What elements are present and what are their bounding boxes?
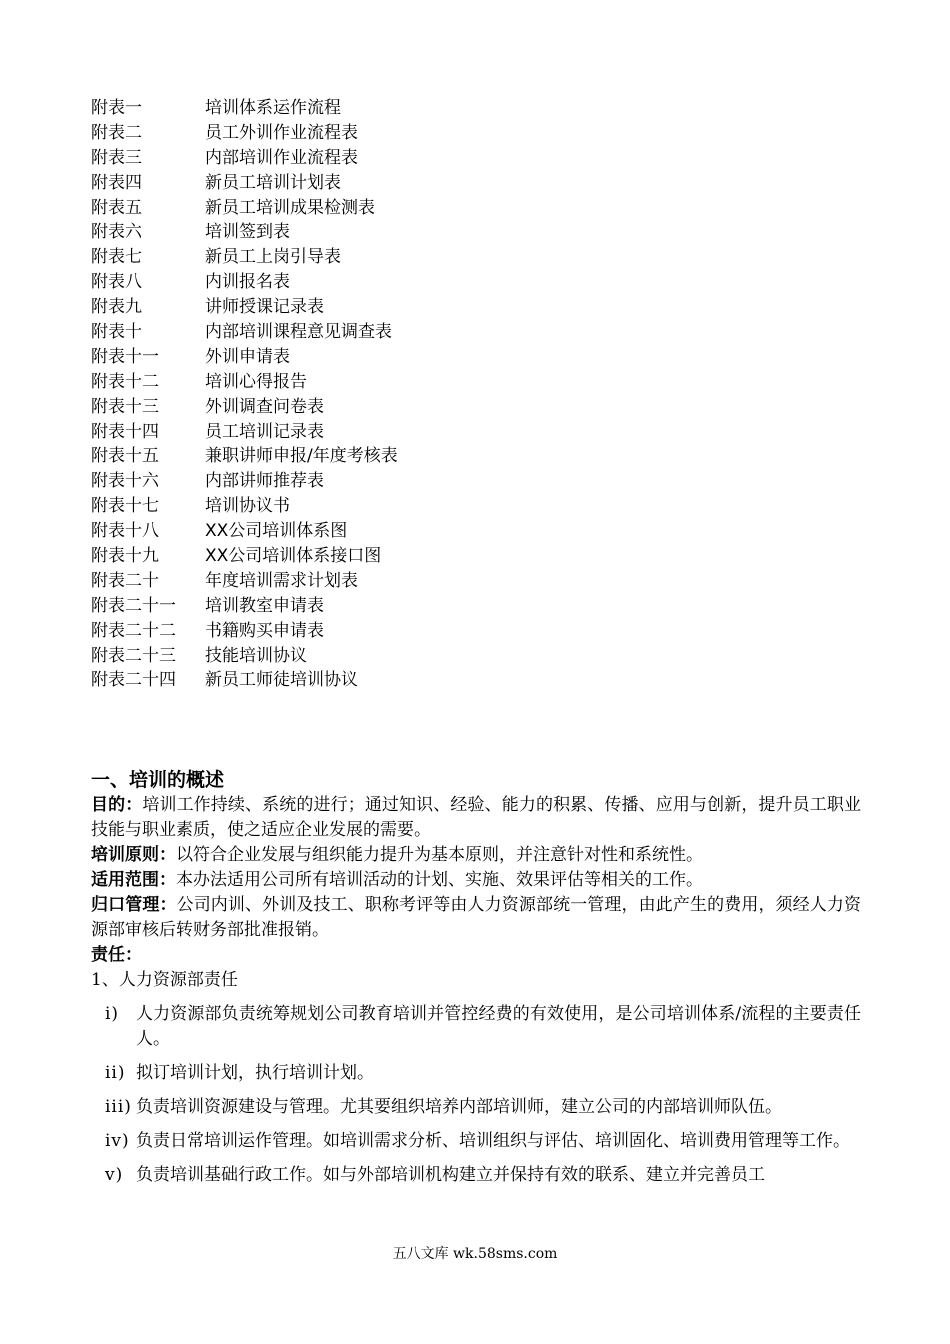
appendix-title: 书籍购买申请表 <box>205 620 324 641</box>
page-footer: 五八文库 wk.58sms.com <box>392 1246 558 1262</box>
appendix-number: 附表八 <box>91 272 142 293</box>
appendix-item <box>91 619 691 644</box>
appendix-title: 新员工培训成果检测表 <box>205 197 375 218</box>
appendix-number: 附表五 <box>91 197 142 218</box>
appendix-title: 内训报名表 <box>205 272 290 293</box>
list-marker: iii) <box>105 1097 132 1117</box>
list-item-text: 人力资源部负责统筹规划公司教育培训并管控经费的有效使用，是公司培训体系/流程的主要责任人。 <box>136 1004 861 1049</box>
appendix-item <box>91 270 691 295</box>
appendix-number: 附表二 <box>91 122 142 143</box>
appendix-number: 附表十二 <box>91 371 159 392</box>
appendix-item <box>91 395 691 420</box>
appendix-item <box>91 345 691 370</box>
overview-section <box>91 767 861 1197</box>
appendix-number: 附表三 <box>91 147 142 168</box>
appendix-list <box>91 96 691 693</box>
appendix-number: 附表二十四 <box>91 670 176 691</box>
appendix-number: 附表一 <box>91 98 142 118</box>
appendix-number: 附表十五 <box>91 446 159 467</box>
appendix-title: 培训体系运作流程 <box>205 98 341 118</box>
list-item <box>91 1002 861 1052</box>
appendix-item <box>91 644 691 669</box>
appendix-title: 内部培训作业流程表 <box>205 147 358 168</box>
purpose-paragraph <box>91 793 861 843</box>
appendix-number: 附表十九 <box>91 546 159 567</box>
list-marker: i) <box>105 1004 120 1024</box>
appendix-title: 内部讲师推荐表 <box>205 471 324 492</box>
appendix-item <box>91 220 691 245</box>
appendix-title: 兼职讲师申报/年度考核表 <box>205 446 398 467</box>
appendix-item <box>91 519 691 544</box>
appendix-title: 年度培训需求计划表 <box>205 570 358 591</box>
appendix-item <box>91 295 691 320</box>
appendix-title: 讲师授课记录表 <box>205 297 324 318</box>
appendix-item <box>91 569 691 594</box>
purpose-label: 目的： <box>91 795 143 815</box>
appendix-number: 附表十七 <box>91 496 159 517</box>
appendix-number: 附表二十一 <box>91 595 176 616</box>
appendix-title: 培训协议书 <box>205 496 290 517</box>
appendix-title: XX公司培训体系接口图 <box>205 546 382 567</box>
appendix-number: 附表十三 <box>91 396 159 417</box>
list-item-text: 拟订培训计划，执行培训计划。 <box>136 1063 374 1083</box>
appendix-number: 附表四 <box>91 172 142 193</box>
appendix-number: 附表七 <box>91 247 142 268</box>
appendix-item <box>91 370 691 395</box>
management-paragraph <box>91 893 861 943</box>
appendix-item <box>91 121 691 146</box>
list-marker: ii) <box>105 1063 126 1083</box>
appendix-title: XX公司培训体系图 <box>205 521 348 542</box>
appendix-item <box>91 420 691 445</box>
appendix-title: 培训心得报告 <box>205 371 307 392</box>
responsibility-list <box>91 1002 861 1188</box>
appendix-title: 新员工师徒培训协议 <box>205 670 358 691</box>
appendix-title: 新员工上岗引导表 <box>205 247 341 268</box>
responsibility-paragraph <box>91 943 861 968</box>
appendix-title: 员工外训作业流程表 <box>205 122 358 143</box>
hr-responsibility-heading: 1、人力资源部责任 <box>91 970 238 990</box>
list-item <box>91 1095 861 1120</box>
appendix-item <box>91 146 691 171</box>
section-heading: 一、培训的概述 <box>91 769 225 791</box>
principle-label: 培训原则： <box>91 845 176 865</box>
principle-paragraph <box>91 843 861 868</box>
list-item <box>91 1061 861 1086</box>
appendix-item <box>91 668 691 693</box>
appendix-number: 附表十 <box>91 322 142 343</box>
appendix-item <box>91 196 691 221</box>
appendix-item <box>91 494 691 519</box>
management-text: 公司内训、外训及技工、职称考评等由人力资源部统一管理，由此产生的费用，须经人力资源部审核后转财务部批准报销。 <box>91 895 862 940</box>
appendix-title: 外训申请表 <box>205 346 290 367</box>
list-item-text: 负责培训资源建设与管理。尤其要组织培养内部培训师，建立公司的内部培训师队伍。 <box>136 1097 782 1117</box>
principle-text: 以符合企业发展与组织能力提升为基本原则，并注意针对性和系统性。 <box>176 845 703 865</box>
appendix-title: 培训教室申请表 <box>205 595 324 616</box>
list-marker: v) <box>105 1165 124 1185</box>
appendix-number: 附表九 <box>91 297 142 318</box>
appendix-item <box>91 444 691 469</box>
list-item <box>91 1129 861 1154</box>
appendix-number: 附表二十 <box>91 570 159 591</box>
appendix-title: 培训签到表 <box>205 222 290 243</box>
scope-paragraph <box>91 868 861 893</box>
appendix-title: 内部培训课程意见调查表 <box>205 322 392 343</box>
list-item-text: 负责日常培训运作管理。如培训需求分析、培训组织与评估、培训固化、培训费用管理等工作。 <box>136 1131 850 1151</box>
appendix-number: 附表十八 <box>91 521 159 542</box>
responsibility-label: 责任： <box>91 945 142 965</box>
appendix-number: 附表二十三 <box>91 645 176 666</box>
appendix-title: 新员工培训计划表 <box>205 172 341 193</box>
appendix-number: 附表十一 <box>91 346 159 367</box>
appendix-item <box>91 469 691 494</box>
appendix-item <box>91 96 691 121</box>
appendix-number: 附表二十二 <box>91 620 176 641</box>
purpose-text: 培训工作持续、系统的进行；通过知识、经验、能力的积累、传播、应用与创新，提升员工职业技能与职业素质，使之适应企业发展的需要。 <box>91 795 862 840</box>
appendix-item <box>91 320 691 345</box>
list-item-text: 负责培训基础行政工作。如与外部培训机构建立并保持有效的联系、建立并完善员工 <box>136 1165 765 1185</box>
scope-text: 本办法适用公司所有培训活动的计划、实施、效果评估等相关的工作。 <box>176 870 703 890</box>
appendix-item <box>91 544 691 569</box>
list-item <box>91 1163 861 1188</box>
appendix-title: 技能培训协议 <box>205 645 307 666</box>
scope-label: 适用范围： <box>91 870 176 890</box>
appendix-item <box>91 171 691 196</box>
appendix-item <box>91 245 691 270</box>
appendix-number: 附表六 <box>91 222 142 243</box>
appendix-item <box>91 594 691 619</box>
management-label: 归口管理： <box>91 895 177 915</box>
appendix-title: 外训调查问卷表 <box>205 396 324 417</box>
appendix-number: 附表十四 <box>91 421 159 442</box>
list-marker: iv) <box>105 1131 130 1151</box>
appendix-title: 员工培训记录表 <box>205 421 324 442</box>
appendix-number: 附表十六 <box>91 471 159 492</box>
